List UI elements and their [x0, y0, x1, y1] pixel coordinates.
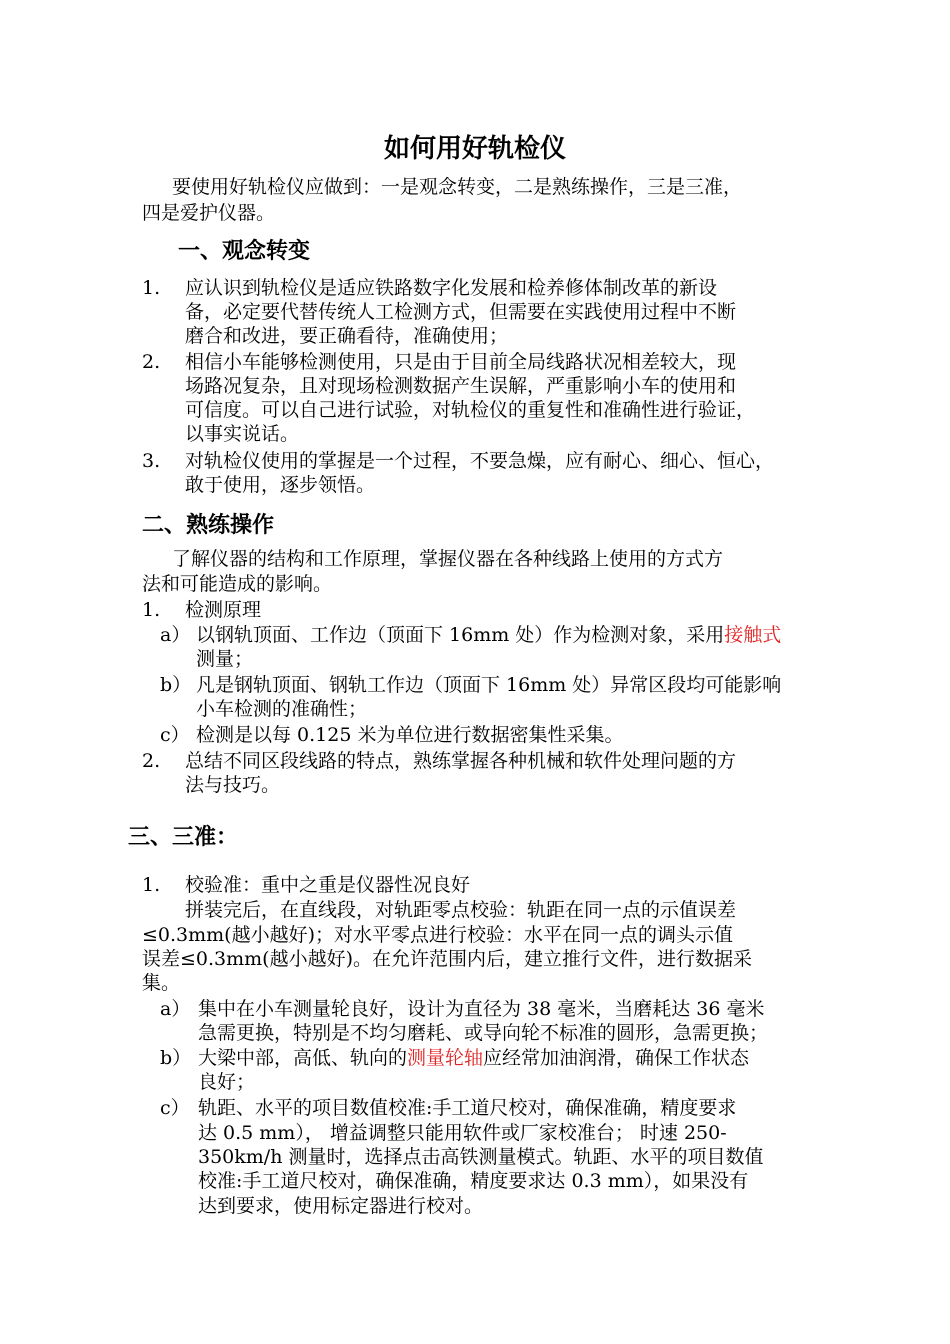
list-item-line: 检测原理 [185, 599, 262, 621]
list-item-line: 校验准：重中之重是仪器性况良好 [185, 874, 471, 896]
list-item-line: 相信小车能够检测使用，只是由于目前全局线路状况相差较大，现 [185, 351, 737, 373]
sub-item-line: 检测是以每 0.125 米为单位进行数据密集性采集。 [196, 724, 624, 746]
list-number: 2. [142, 351, 161, 373]
sub-item-line: 集中在小车测量轮良好，设计为直径为 38 毫米，当磨耗达 36 毫米 [198, 998, 765, 1020]
list-number: 1. [142, 277, 161, 299]
intro-line-2: 四是爱护仪器。 [142, 202, 276, 224]
sub-item-line: 校准:手工道尺校对，确保准确，精度要求达 0.3 mm），如果没有 [198, 1170, 749, 1192]
sub-item-line: 测量； [196, 648, 254, 670]
paragraph-line: 法和可能造成的影响。 [142, 573, 333, 595]
sub-item-line: 良好； [198, 1071, 256, 1093]
list-item-line: 以事实说话。 [185, 423, 300, 445]
document-title: 如何用好轨检仪 [383, 134, 566, 164]
paragraph-line: 拼装完后，在直线段，对轨距零点校验：轨距在同一点的示值误差 [185, 899, 737, 921]
paragraph-line: 误差≤0.3mm(越小越好)。在允许范围内后，建立推行文件，进行数据采 [142, 948, 752, 970]
sub-item-line [198, 1045, 749, 1071]
sub-item-line: 急需更换，特别是不均匀磨耗、或导向轮不标准的圆形，急需更换； [198, 1022, 769, 1044]
sub-item-line: 达到要求，使用标定器进行校对。 [198, 1195, 484, 1217]
paragraph-line: 了解仪器的结构和工作原理，掌握仪器在各种线路上使用的方式方 [172, 548, 724, 570]
plain-text: 大梁中部，高低、轨向的 [198, 1047, 408, 1069]
sub-item-marker: c） [160, 1097, 190, 1119]
list-item-line: 对轨检仪使用的掌握是一个过程，不要急燥，应有耐心、细心、恒心， [185, 450, 775, 472]
list-item-line: 法与技巧。 [185, 774, 281, 796]
list-item-line: 磨合和改进，要正确看待，准确使用； [185, 325, 509, 347]
sub-item-line: 达 0.5 mm）， 增益调整只能用软件或厂家校准台； 时速 250- [198, 1122, 727, 1144]
list-number: 2. [142, 750, 161, 772]
list-item-line: 可信度。可以自己进行试验，对轨检仪的重复性和准确性进行验证， [185, 399, 756, 421]
plain-text: 应经常加油润滑，确保工作状态 [483, 1047, 750, 1069]
sub-item-marker: c） [160, 724, 190, 746]
sub-item-marker: a） [160, 624, 191, 646]
sub-item-line: 350km/h 测量时，选择点击高铁测量模式。轨距、水平的项目数值 [198, 1146, 764, 1168]
intro-line-1: 要使用好轨检仪应做到：一是观念转变，二是熟练操作，三是三准， [172, 176, 743, 198]
sub-item-line: 轨距、水平的项目数值校准:手工道尺校对，确保准确，精度要求 [198, 1097, 737, 1119]
section-2-heading: 二、熟练操作 [142, 513, 275, 538]
sub-item-marker: a） [160, 998, 191, 1020]
list-item-line: 总结不同区段线路的特点，熟练掌握各种机械和软件处理问题的方 [185, 750, 737, 772]
list-item-line: 应认识到轨检仪是适应铁路数字化发展和检养修体制改革的新设 [185, 277, 718, 299]
list-number: 3. [142, 450, 161, 472]
list-item-line: 场路况复杂，且对现场检测数据产生误解，严重影响小车的使用和 [185, 375, 737, 397]
sub-item-line: 小车检测的准确性； [196, 698, 368, 720]
sub-item-marker: b） [160, 1047, 192, 1069]
sub-item-line: 凡是钢轨顶面、钢轨工作边（顶面下 16mm 处）异常区段均可能影响 [196, 674, 782, 696]
list-number: 1. [142, 599, 161, 621]
paragraph-line: 集。 [142, 972, 181, 994]
paragraph-line: ≤0.3mm(越小越好)；对水平零点进行校验：水平在同一点的调头示值 [142, 924, 733, 946]
plain-text: 以钢轨顶面、工作边（顶面下 16mm 处）作为检测对象，采用 [196, 624, 725, 646]
section-1-heading: 一、观念转变 [178, 239, 311, 264]
highlighted-text: 接触式 [724, 624, 782, 646]
sub-item-line [196, 622, 781, 648]
list-number: 1. [142, 874, 161, 896]
highlighted-text: 测量轮轴 [407, 1047, 484, 1069]
sub-item-marker: b） [160, 674, 192, 696]
list-item-line: 敢于使用，逐步领悟。 [185, 474, 376, 496]
section-3-heading: 三、三准： [128, 825, 239, 850]
list-item-line: 备，必定要代替传统人工检测方式，但需要在实践使用过程中不断 [185, 301, 737, 323]
